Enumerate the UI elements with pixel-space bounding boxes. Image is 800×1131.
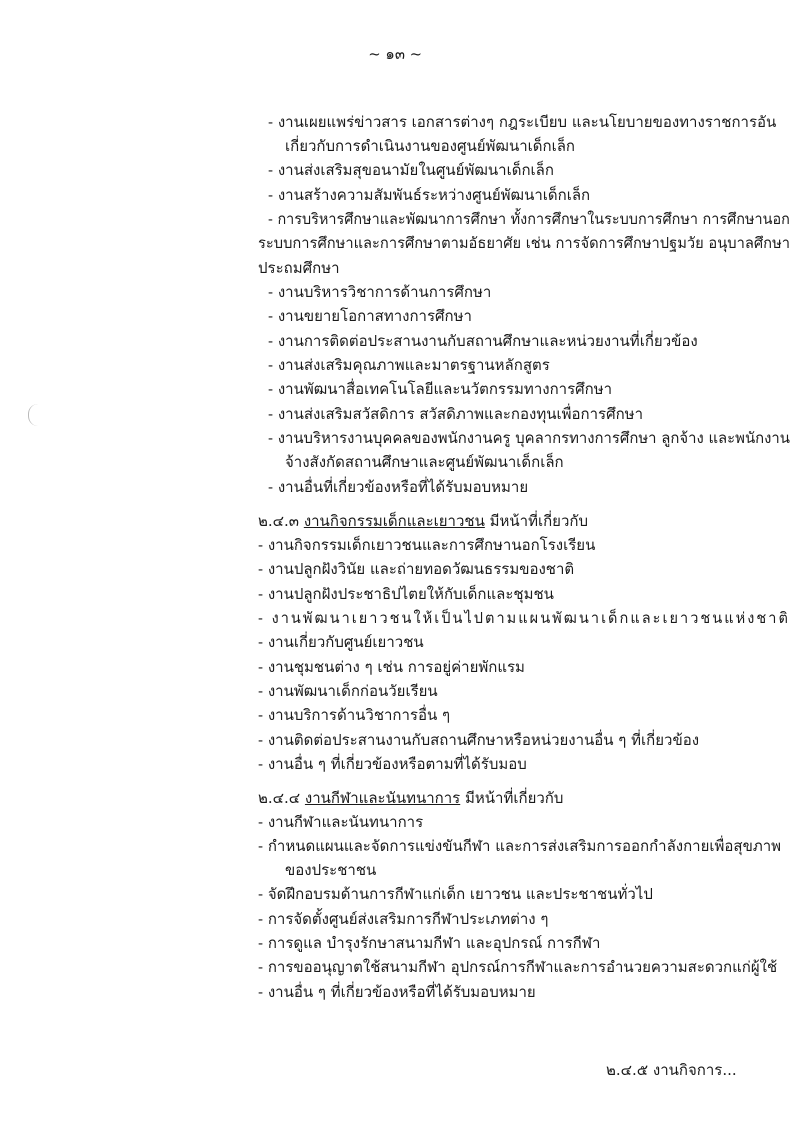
list-item: - งานชุมชนต่าง ๆ เช่น การอยู่ค่ายพักแรม [258,658,525,676]
list-item: - งานการติดต่อประสานงานกับสถานศึกษาและหน่วยงานที่เกี่ยวข้อง [268,332,698,350]
list-item: - การขออนุญาตใช้สนามกีฬา อุปกรณ์การกีฬาและการอำนวยความสะดวกแก่ผู้ใช้ [258,958,778,976]
list-item: - งานพัฒนาสื่อเทคโนโลยีและนวัตกรรมทางการศึกษา [268,380,613,398]
scan-margin-mark [28,404,39,426]
list-item-continuation: ของประชาชน [285,861,377,879]
list-item: - งานกีฬาและนันทนาการ [258,813,424,831]
section-number: ๒.๔.๔ [258,789,301,807]
section-title: งานกีฬาและนันทนาการ [304,789,461,807]
list-item: - งานบริหารวิชาการด้านการศึกษา [268,283,492,301]
list-item: - งานส่งเสริมคุณภาพและมาตรฐานหลักสูตร [268,356,550,374]
section-number: ๒.๔.๓ [258,512,300,530]
list-item: - การบริหารศึกษาและพัฒนาการศึกษา ทั้งการศึกษาในระบบการศึกษา การศึกษานอก [268,210,790,228]
list-item: - งานปลูกฝังวินัย และถ่ายทอดวัฒนธรรมของชาติ [258,560,575,578]
list-item: - งานอื่นที่เกี่ยวข้องหรือที่ได้รับมอบหมาย [268,478,529,496]
section-244-heading [258,788,563,808]
list-item: - การดูแล บำรุงรักษาสนามกีฬา และอุปกรณ์ การกีฬา [258,934,601,952]
list-item: - งานขยายโอกาสทางการศึกษา [268,307,472,325]
list-item-continuation: จ้างสังกัดสถานศึกษาและศูนย์พัฒนาเด็กเล็ก [285,453,564,471]
page-continuation-text: ๒.๔.๕ งานกิจการ... [606,1061,737,1079]
list-item: - งานติดต่อประสานงานกับสถานศึกษาหรือหน่วยงานอื่น ๆ ที่เกี่ยวข้อง [258,731,700,749]
section-suffix: มีหน้าที่เกี่ยวกับ [465,789,564,807]
list-item: - งานอื่น ๆ ที่เกี่ยวข้องหรือที่ได้รับมอบหมาย [258,983,536,1001]
list-item: - งานเกี่ยวกับศูนย์เยาวชน [258,633,424,651]
list-item: - งานอื่น ๆ ที่เกี่ยวข้องหรือตามที่ได้รับมอบ [258,755,527,773]
section-243-heading [258,511,588,531]
list-item: - งานเผยแพร่ข่าวสาร เอกสารต่างๆ กฎระเบียบ และนโยบายของทางราชการอัน [268,113,777,131]
list-item: - งานพัฒนาเยาวชนให้เป็นไปตามแผนพัฒนาเด็กและเยาวชนแห่งชาติ [258,609,790,627]
list-item: - งานปลูกฝังประชาธิปไตยให้กับเด็กและชุมชน [258,585,554,603]
list-item: - งานพัฒนาเด็กก่อนวัยเรียน [258,682,438,700]
page-number: ~ ๑๓ ~ [368,45,423,63]
list-item: - การจัดตั้งศูนย์ส่งเสริมการกีฬาประเภทต่าง ๆ [258,910,549,928]
list-item: - กำหนดแผนและจัดการแข่งขันกีฬา และการส่งเสริมการออกกำลังกายเพื่อสุขภาพ [258,837,782,855]
section-title: งานกิจกรรมเด็กและเยาวชน [303,512,485,530]
list-item: - งานส่งเสริมสุขอนามัยในศูนย์พัฒนาเด็กเล็ก [268,161,554,179]
list-item: - งานบริหารงานบุคคลของพนักงานครู บุคลากรทางการศึกษา ลูกจ้าง และพนักงาน [268,429,790,447]
list-item: - จัดฝึกอบรมด้านการกีฬาแก่เด็ก เยาวชน และประชาชนทั่วไป [258,885,653,903]
list-item: - งานกิจกรรมเด็กเยาวชนและการศึกษานอกโรงเรียน [258,536,596,554]
list-item-continuation: เกี่ยวกับการดำเนินงานของศูนย์พัฒนาเด็กเล็ก [285,137,576,155]
section-suffix: มีหน้าที่เกี่ยวกับ [489,512,588,530]
list-item: - งานบริการด้านวิชาการอื่น ๆ [258,706,451,724]
list-item: - งานส่งเสริมสวัสดิการ สวัสดิภาพและกองทุนเพื่อการศึกษา [268,405,643,423]
list-item: - งานสร้างความสัมพันธ์ระหว่างศูนย์พัฒนาเด็กเล็ก [268,186,591,204]
list-item-continuation: ประถมศึกษา [258,259,340,277]
list-item-continuation: ระบบการศึกษาและการศึกษาตามอัธยาศัย เช่น การจัดการศึกษาปฐมวัย อนุบาลศึกษา [258,234,790,252]
